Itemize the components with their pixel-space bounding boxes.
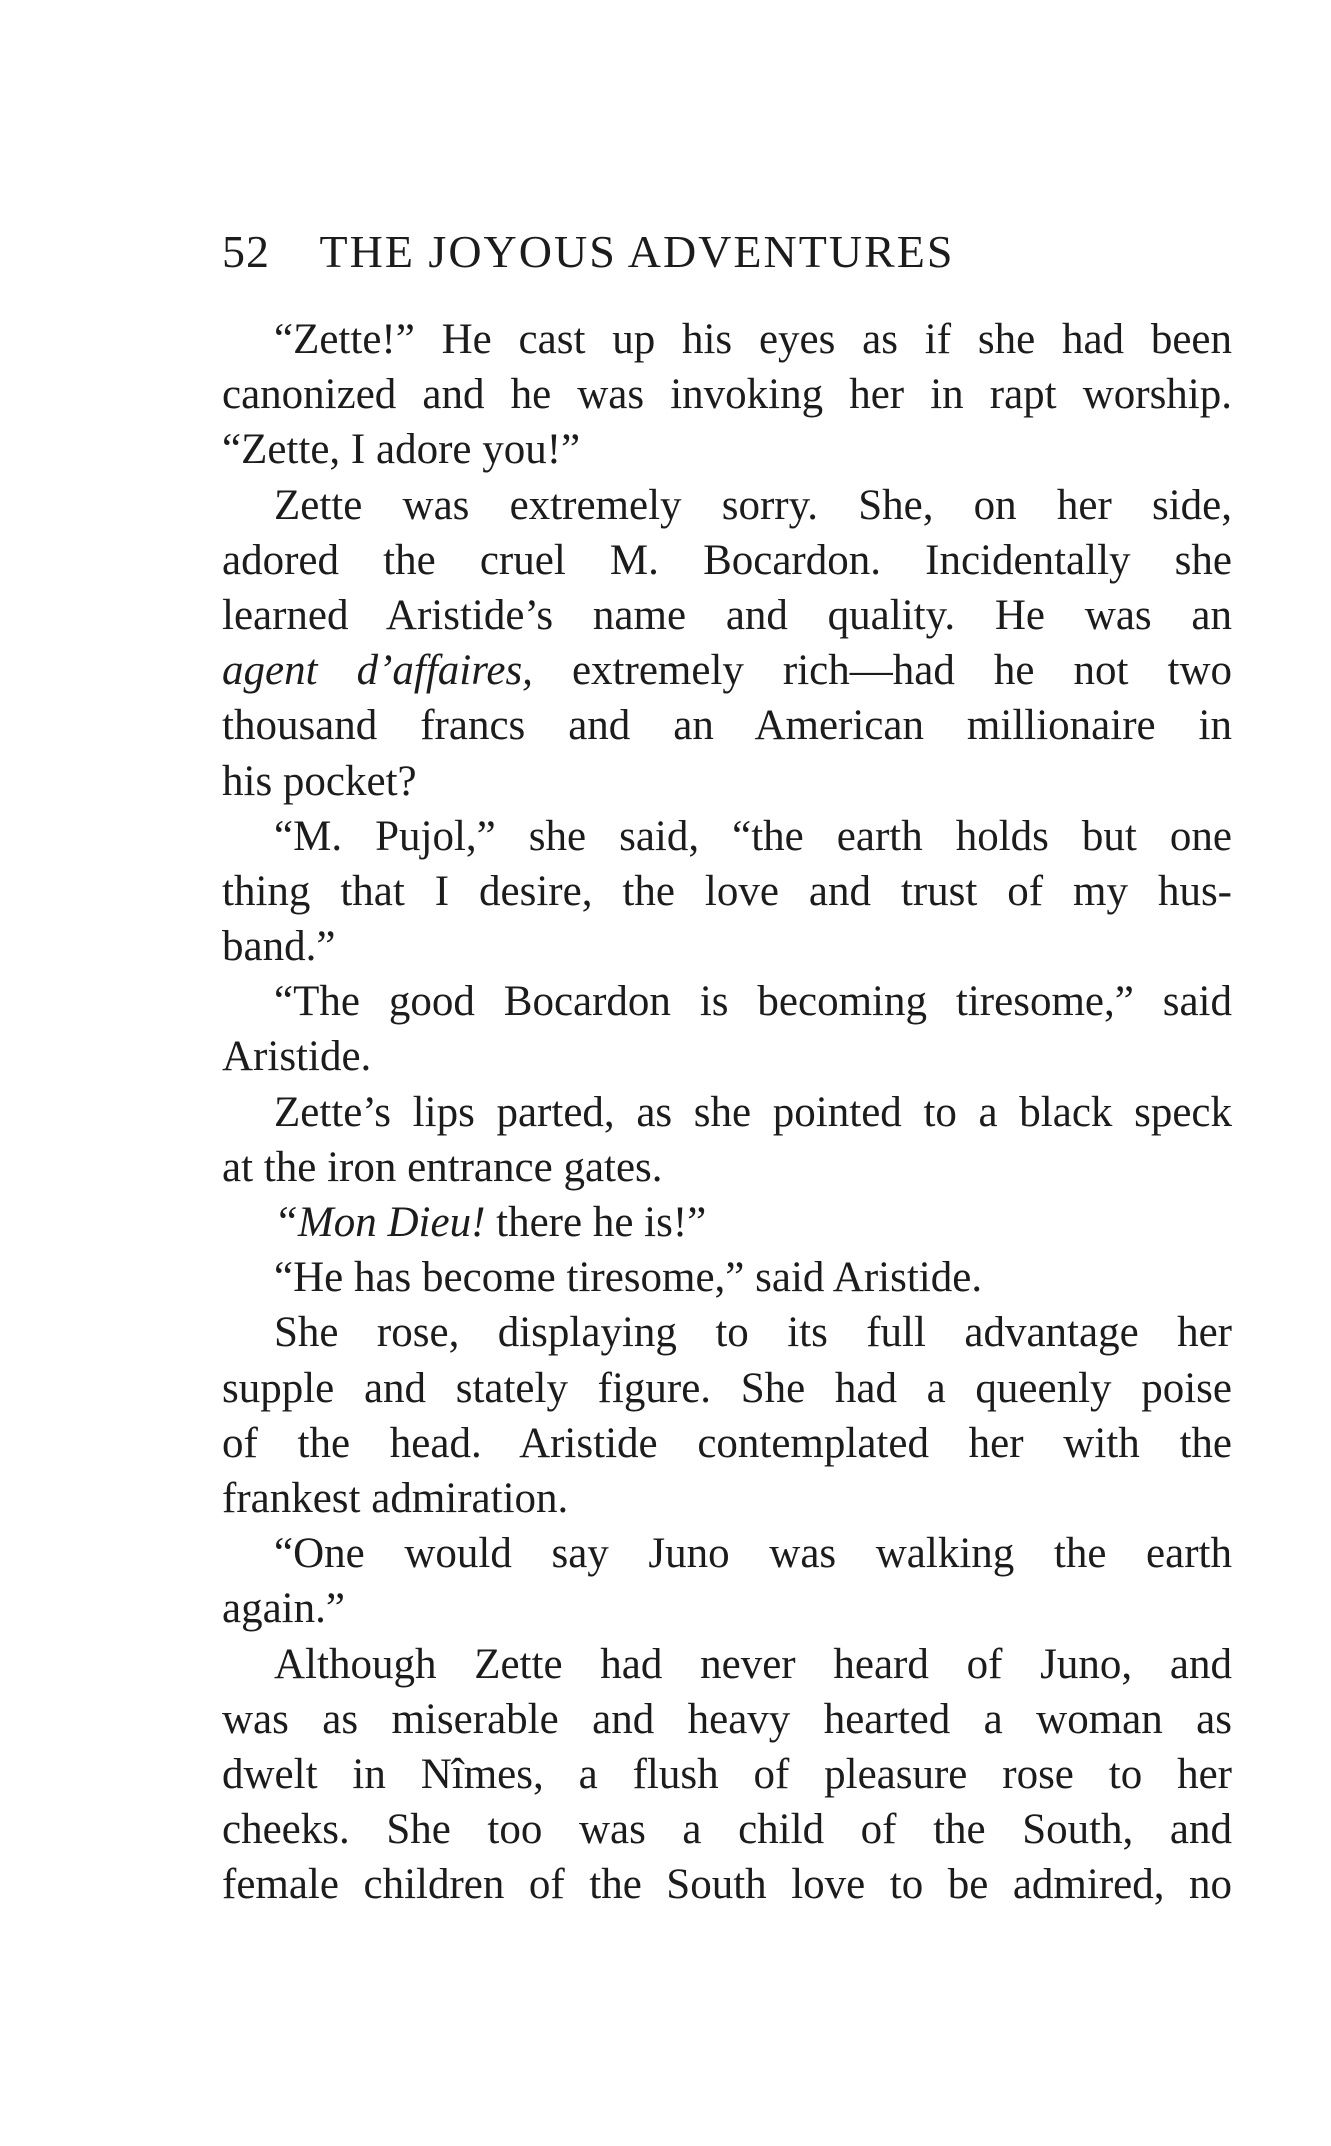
line-text: of the head. Aristide contemplated her with the bbox=[222, 1419, 1232, 1467]
text-line bbox=[222, 1195, 1232, 1250]
text-line bbox=[222, 1857, 1232, 1912]
line-text: thing that I desire, the love and trust of my hus- bbox=[222, 867, 1232, 915]
text-line bbox=[222, 1692, 1232, 1747]
text-line bbox=[222, 698, 1232, 753]
text-line bbox=[222, 1029, 1232, 1084]
text-line bbox=[222, 1085, 1232, 1140]
text-line bbox=[222, 809, 1232, 864]
line-text: his pocket? bbox=[222, 757, 417, 805]
page-number: 52 bbox=[222, 226, 270, 277]
text-line bbox=[222, 1802, 1232, 1857]
text-line bbox=[222, 312, 1232, 367]
line-text: frankest admiration. bbox=[222, 1474, 569, 1522]
line-text: “Zette, I adore you!” bbox=[222, 426, 581, 474]
text-line bbox=[222, 974, 1232, 1029]
line-text: “One would say Juno was walking the earth bbox=[274, 1530, 1232, 1578]
line-text: “M. Pujol,” she said, “the earth holds but one bbox=[274, 812, 1232, 860]
line-text: extremely rich—had he not two bbox=[532, 647, 1232, 695]
text-line bbox=[222, 533, 1232, 588]
line-text: band.” bbox=[222, 923, 336, 971]
text-line bbox=[222, 367, 1232, 422]
text-line bbox=[222, 1416, 1232, 1471]
line-text: “The good Bocardon is becoming tiresome,” said bbox=[274, 978, 1232, 1026]
text-line bbox=[222, 1471, 1232, 1526]
text-line bbox=[222, 754, 1232, 809]
text-line bbox=[222, 919, 1232, 974]
line-text: adored the cruel M. Bocardon. Incidentally she bbox=[222, 536, 1232, 584]
text-line bbox=[222, 478, 1232, 533]
line-text: Aristide. bbox=[222, 1033, 372, 1081]
line-text: She rose, displaying to its full advantage her bbox=[274, 1309, 1232, 1357]
text-line bbox=[222, 1526, 1232, 1581]
text-line bbox=[222, 1361, 1232, 1416]
line-text: thousand francs and an American millionaire in bbox=[222, 702, 1232, 750]
text-line bbox=[222, 1581, 1232, 1636]
line-text: there he is!” bbox=[485, 1199, 707, 1246]
body-text bbox=[222, 312, 1232, 1912]
line-text: “He has become tiresome,” said Aristide. bbox=[274, 1254, 983, 1302]
text-line bbox=[222, 864, 1232, 919]
line-text: at the iron entrance gates. bbox=[222, 1143, 663, 1191]
text-line bbox=[222, 422, 1232, 477]
line-text: “Zette!” He cast up his eyes as if she had been bbox=[274, 316, 1232, 363]
line-text: learned Aristide’s name and quality. He was an bbox=[222, 591, 1232, 639]
italic-phrase: agent d’affaires, bbox=[222, 647, 533, 695]
line-text: female children of the South love to be admired, no bbox=[222, 1861, 1232, 1909]
line-text: supple and stately figure. She had a queenly poise bbox=[222, 1364, 1232, 1412]
text-line bbox=[222, 588, 1232, 643]
text-line bbox=[222, 1637, 1232, 1692]
line-text: again.” bbox=[222, 1585, 345, 1633]
italic-phrase: “Mon Dieu! bbox=[274, 1199, 486, 1246]
line-text: Although Zette had never heard of Juno, and bbox=[274, 1640, 1232, 1688]
line-text: Zette’s lips parted, as she pointed to a black speck bbox=[274, 1088, 1232, 1136]
line-text: cheeks. She too was a child of the South, and bbox=[222, 1806, 1232, 1854]
line-text: was as miserable and heavy hearted a woman as bbox=[222, 1695, 1232, 1743]
text-line bbox=[222, 643, 1232, 698]
line-text: dwelt in Nîmes, a flush of pleasure rose to her bbox=[222, 1750, 1232, 1798]
text-line bbox=[222, 1305, 1232, 1360]
page-header bbox=[222, 222, 1232, 282]
line-text: Zette was extremely sorry. She, on her side, bbox=[274, 481, 1232, 529]
running-title: THE JOYOUS ADVENTURES bbox=[319, 226, 955, 277]
text-line bbox=[222, 1747, 1232, 1802]
line-text: canonized and he was invoking her in rapt worship. bbox=[222, 371, 1232, 419]
text-line bbox=[222, 1140, 1232, 1195]
text-line bbox=[222, 1250, 1232, 1305]
